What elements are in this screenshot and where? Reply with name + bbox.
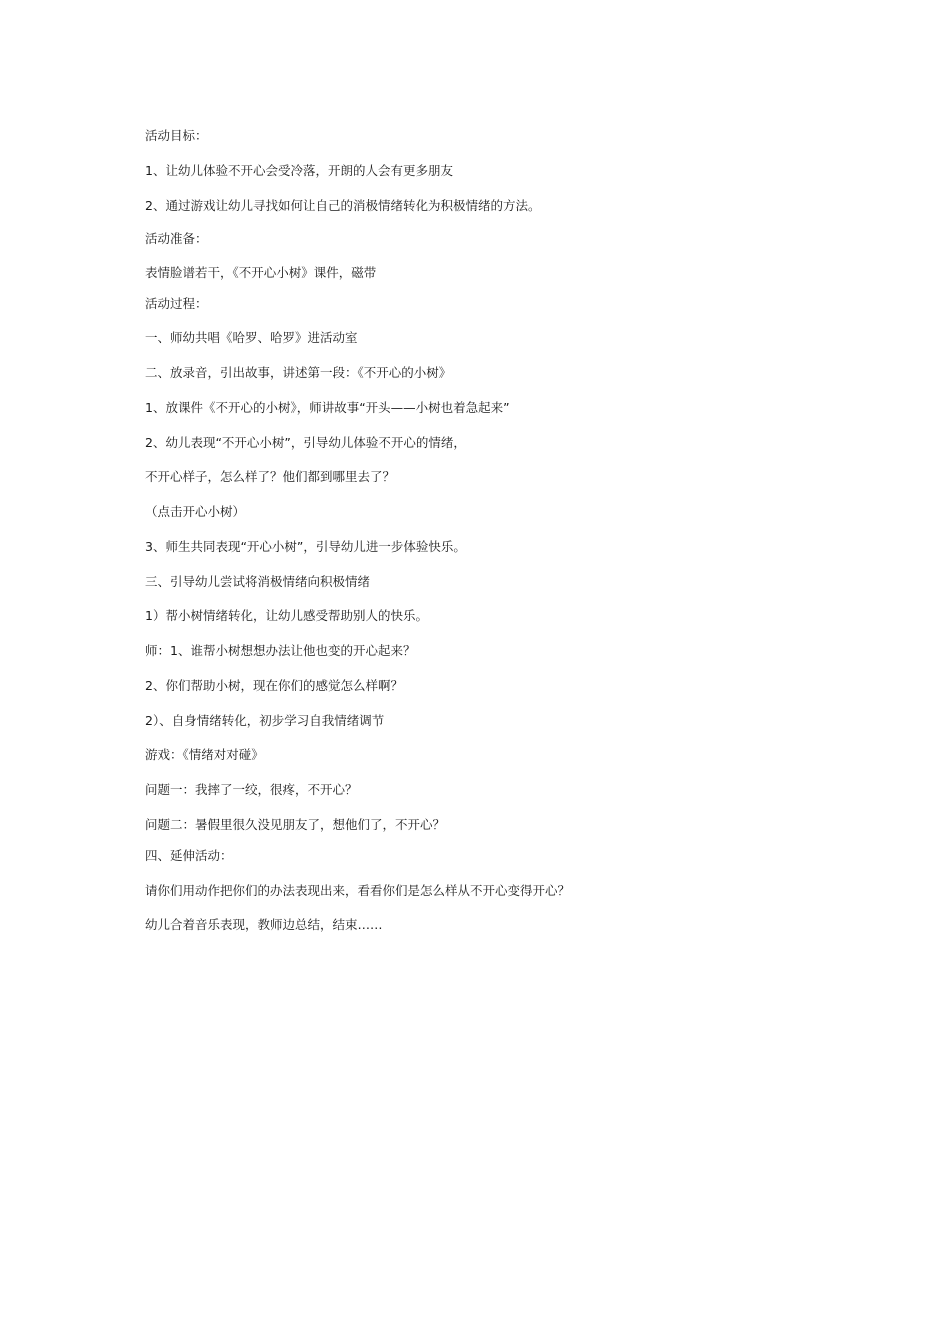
process-step-2-item-3: 3、师生共同表现“开心小树”，引导幼儿进一步体验快乐。 xyxy=(145,539,466,554)
extension-text-2: 幼儿合着音乐表现，教师边总结，结束…… xyxy=(145,917,383,932)
process-step-3-item-1: 1）帮小树情绪转化，让幼儿感受帮助别人的快乐。 xyxy=(145,608,428,623)
goal-item-1: 1、让幼儿体验不开心会受冷落，开朗的人会有更多朋友 xyxy=(145,163,453,178)
process-step-3: 三、引导幼儿尝试将消极情绪向积极情绪 xyxy=(145,574,371,589)
game-question-2: 问题二：暑假里很久没见朋友了，想他们了，不开心？ xyxy=(145,817,446,832)
game-question-1: 问题一：我摔了一绞，很疼，不开心？ xyxy=(145,782,358,797)
process-step-2: 二、放录音，引出故事，讲述第一段：《不开心的小树》 xyxy=(145,365,452,380)
process-step-2-item-2: 2、幼儿表现“不开心小树”，引导幼儿体验不开心的情绪， xyxy=(145,435,466,450)
extension-text-1: 请你们用动作把你们的办法表现出来，看看你们是怎么样从不开心变得开心？ xyxy=(145,883,571,898)
heading-activity-preparation: 活动准备： xyxy=(145,231,208,246)
game-title: 游戏：《情绪对对碰》 xyxy=(145,747,264,762)
heading-activity-goals: 活动目标： xyxy=(145,128,208,143)
goal-item-2: 2、通过游戏让幼儿寻找如何让自己的消极情绪转化为积极情绪的方法。 xyxy=(145,198,541,213)
heading-activity-process: 活动过程： xyxy=(145,296,208,311)
process-note: （点击开心小树） xyxy=(145,504,246,519)
teacher-question-2: 2、你们帮助小树，现在你们的感觉怎么样啊？ xyxy=(145,678,403,693)
process-question: 不开心样子，怎么样了？他们都到哪里去了？ xyxy=(145,469,396,484)
heading-extension-activity: 四、延伸活动： xyxy=(145,848,233,863)
process-step-3-item-2: 2）、自身情绪转化，初步学习自我情绪调节 xyxy=(145,713,385,728)
teacher-question-1: 师：1、谁帮小树想想办法让他也变的开心起来？ xyxy=(145,643,416,658)
process-step-2-item-1: 1、放课件《不开心的小树》，师讲故事“开头——小树也着急起来” xyxy=(145,400,510,415)
preparation-text: 表情脸谱若干，《不开心小树》课件，磁带 xyxy=(145,265,377,280)
process-step-1: 一、师幼共唱《哈罗、哈罗》进活动室 xyxy=(145,330,358,345)
